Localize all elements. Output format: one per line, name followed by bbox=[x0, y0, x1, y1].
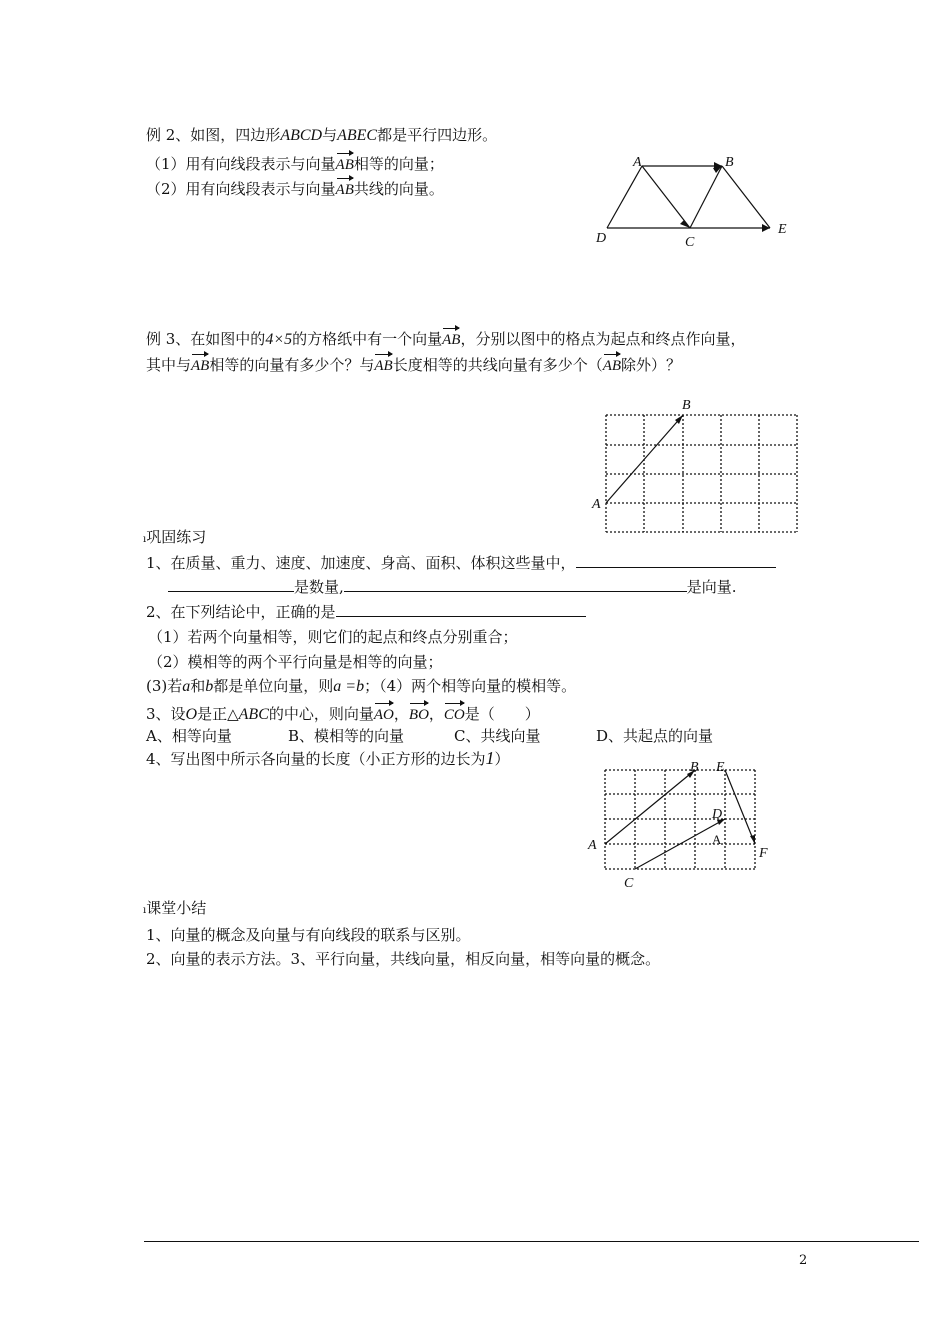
ex2-title: 例 2、如图，四边形ABCD与ABEC都是平行四边形。 bbox=[146, 126, 498, 144]
practice-q3-option-c: C、共线向量 bbox=[454, 727, 541, 745]
practice-q1-line1: 1、在质量、重力、速度、加速度、身高、面积、体积这些量中， bbox=[146, 553, 776, 573]
ex2-item2: （2）用有向线段表示与向量AB共线的向量。 bbox=[146, 176, 444, 200]
ex2-label-a: A bbox=[633, 155, 642, 170]
ex2-label-b: B bbox=[725, 155, 734, 170]
summary-item-1: 1、向量的概念及向量与有向线段的联系与区别。 bbox=[146, 926, 471, 944]
summary-item-2: 2、向量的表示方法。3、平行向量，共线向量，相反向量，相等向量的概念。 bbox=[146, 950, 661, 968]
ex3-line1: 例 3、在如图中的4×5的方格纸中有一个向量AB，分别以图中的格点为起点和终点作向量， bbox=[146, 326, 745, 350]
practice-heading: ı巩固练习 bbox=[143, 528, 207, 546]
ex2-item1: （1）用有向线段表示与向量AB相等的向量； bbox=[146, 151, 444, 175]
q4-label-c: C bbox=[624, 876, 634, 891]
practice-q3-option-a: A、相等向量 bbox=[146, 727, 232, 745]
ex2-label-c: C bbox=[685, 235, 695, 250]
page-number: 2 bbox=[799, 1253, 808, 1268]
q4-label-d: D bbox=[712, 807, 723, 822]
q4-label-b: B bbox=[690, 760, 699, 775]
ex3-line2: 其中与AB相等的向量有多少个？与AB长度相等的共线向量有多少个（AB除外）？ bbox=[146, 352, 681, 376]
practice-q3: 3、设O是正△ABC的中心，则向量AO，BO，CO是（ ） bbox=[146, 701, 540, 725]
ex3-label-a: A bbox=[592, 497, 601, 512]
practice-q1-line2: 是数量, 是向量. bbox=[168, 577, 737, 597]
practice-q2-2: （2）模相等的两个平行向量是相等的向量； bbox=[148, 653, 443, 671]
practice-q2-3: (3)若a和b都是单位向量，则a =b；（4）两个相等向量的模相等。 bbox=[146, 677, 577, 695]
practice-q3-option-b: B、模相等的向量 bbox=[288, 727, 405, 745]
ex3-label-b: B bbox=[682, 398, 691, 413]
ex2-label-d: D bbox=[596, 231, 607, 246]
practice-q2-1: （1）若两个向量相等，则它们的起点和终点分别重合； bbox=[148, 628, 518, 646]
practice-q4: 4、写出图中所示各向量的长度（小正方形的边长为1） bbox=[146, 748, 510, 768]
practice-q2: 2、在下列结论中，正确的是 bbox=[146, 602, 586, 622]
practice-q3-option-d: D、共起点的向量 bbox=[596, 727, 714, 745]
footer-rule bbox=[144, 1241, 919, 1242]
summary-heading: ı课堂小结 bbox=[143, 899, 207, 917]
ex2-label-e: E bbox=[778, 222, 787, 237]
q4-label-f: F bbox=[759, 846, 768, 861]
q4-label-a: A bbox=[588, 838, 597, 853]
q4-label-a-small: A bbox=[712, 832, 722, 847]
q4-label-e: E bbox=[716, 760, 725, 775]
